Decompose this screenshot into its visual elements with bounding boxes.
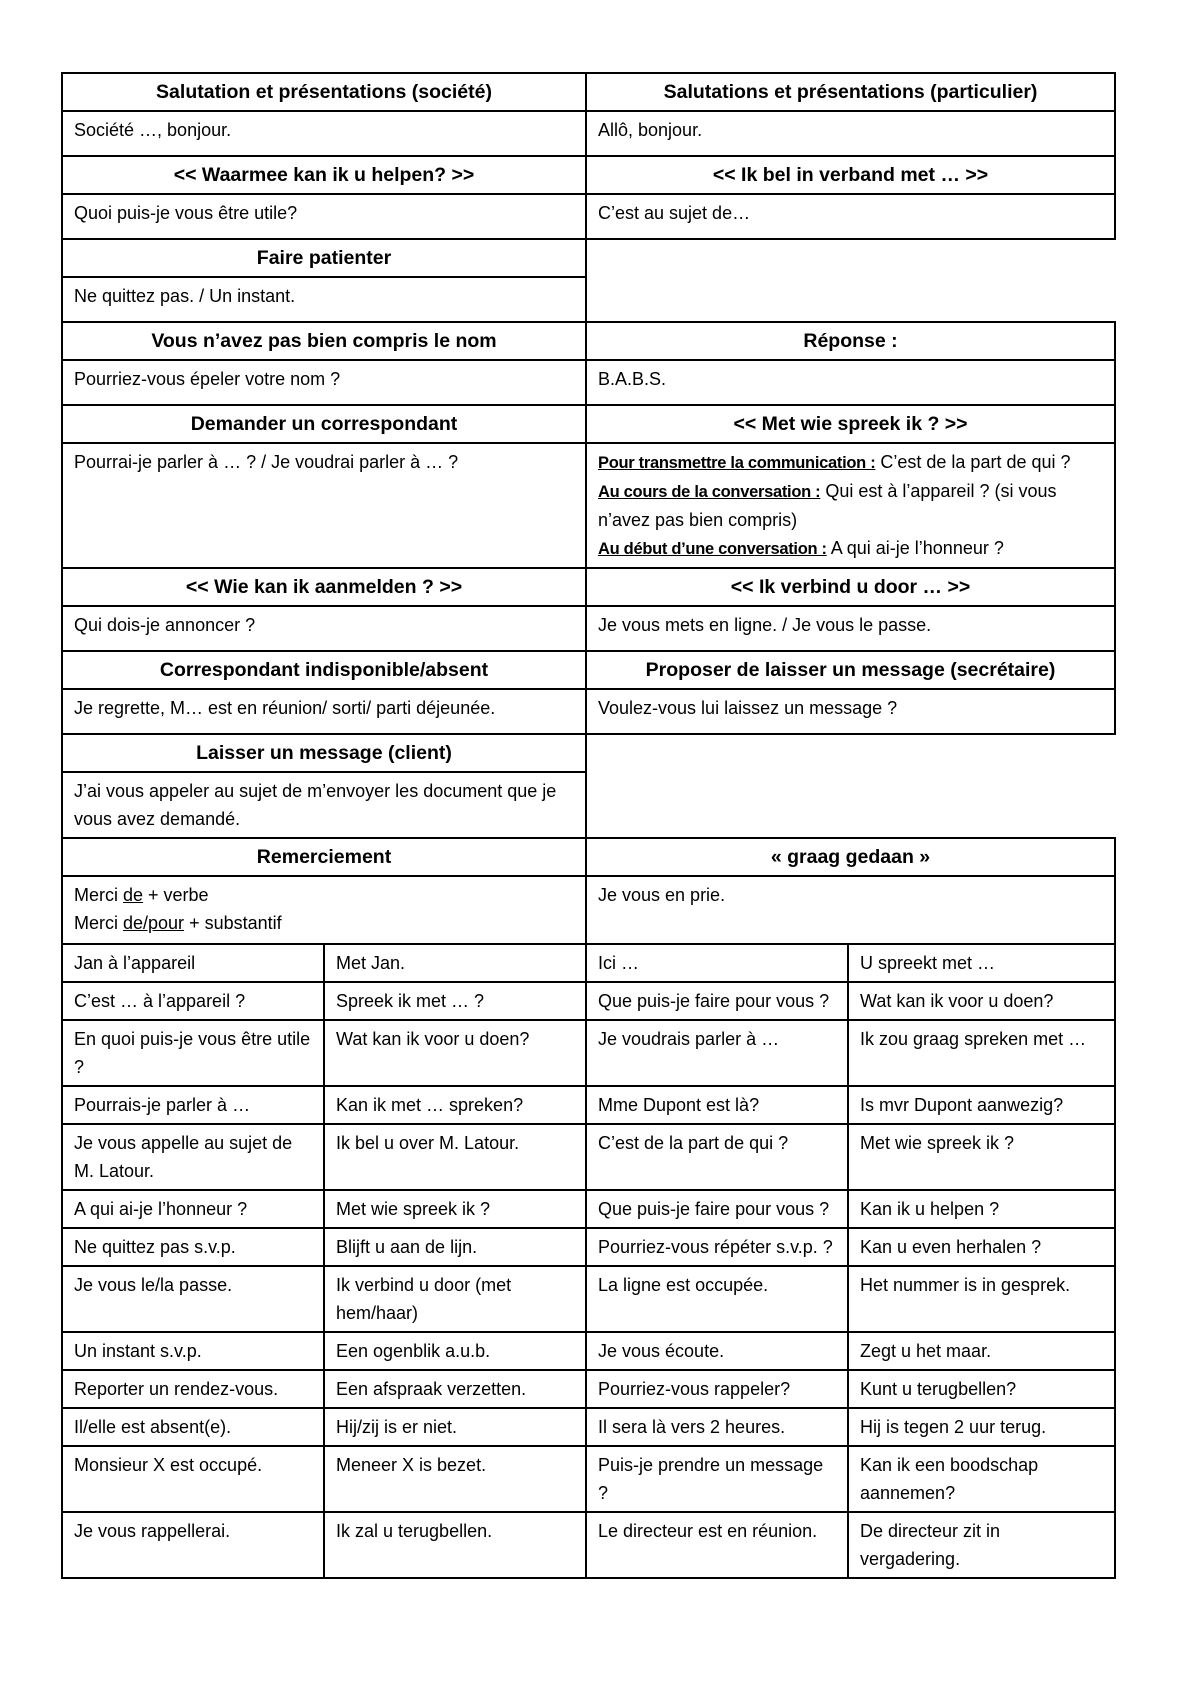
- text-graag-gedaan: Je vous en prie.: [586, 876, 1115, 944]
- table-row: [62, 1446, 1115, 1512]
- heading-faire-patienter: Faire patienter: [62, 239, 586, 277]
- text-faire-patienter: Ne quittez pas. / Un instant.: [62, 277, 586, 322]
- phrase-cell: Hij is tegen 2 uur terug.: [848, 1408, 1115, 1446]
- phrase-cell: Que puis-je faire pour vous ?: [586, 982, 848, 1020]
- met-wie-line-1: [598, 448, 1104, 477]
- heading-graag-gedaan: « graag gedaan »: [586, 838, 1115, 876]
- heading-salutation-particulier: Salutations et présentations (particulier): [586, 73, 1115, 111]
- table-row: [62, 1124, 1115, 1190]
- table-row: [62, 982, 1115, 1020]
- text-transmettre: C’est de la part de qui ?: [875, 452, 1071, 472]
- merci-1: Merci: [74, 885, 123, 905]
- heading-proposer-message: Proposer de laisser un message (secrétaire): [586, 651, 1115, 689]
- phrase-cell: Ik zou graag spreken met …: [848, 1020, 1115, 1086]
- phrase-cell: Een ogenblik a.u.b.: [324, 1332, 586, 1370]
- phrase-cell: Pourriez-vous rappeler?: [586, 1370, 848, 1408]
- phrase-cell: C’est … à l’appareil ?: [62, 982, 324, 1020]
- phrase-sheet: [61, 72, 1114, 1579]
- heading-nom: Vous n’avez pas bien compris le nom: [62, 322, 586, 360]
- text-demander-correspondant: Pourrai-je parler à … ? / Je voudrai parler à … ?: [62, 443, 586, 568]
- phrase-cell: Wat kan ik voor u doen?: [848, 982, 1115, 1020]
- phrase-cell: Zegt u het maar.: [848, 1332, 1115, 1370]
- phrase-cell: Monsieur X est occupé.: [62, 1446, 324, 1512]
- remerciement-line-1: [74, 881, 575, 909]
- text-au-cours: Qui est à l’appareil ? (si vous n’avez pas bien compris): [598, 481, 1057, 530]
- merci-de: de: [123, 885, 144, 905]
- merci-2: Merci: [74, 913, 123, 933]
- phrase-cell: Hij/zij is er niet.: [324, 1408, 586, 1446]
- phrase-cell: Pourrais-je parler à …: [62, 1086, 324, 1124]
- text-waarmee: Quoi puis-je vous être utile?: [62, 194, 586, 239]
- text-reponse: B.A.B.S.: [586, 360, 1115, 405]
- phrase-cell: Meneer X is bezet.: [324, 1446, 586, 1512]
- phrase-cell: Je vous appelle au sujet de M. Latour.: [62, 1124, 324, 1190]
- merci-verbe: + verbe: [143, 885, 209, 905]
- phrase-cell: Il sera là vers 2 heures.: [586, 1408, 848, 1446]
- label-transmettre: Pour transmettre la communication :: [598, 454, 876, 472]
- phrase-cell: Je vous écoute.: [586, 1332, 848, 1370]
- heading-reponse: Réponse :: [586, 322, 1115, 360]
- phrase-rows: [62, 944, 1115, 1578]
- phrase-cell: A qui ai-je l’honneur ?: [62, 1190, 324, 1228]
- text-remerciement: [62, 876, 586, 944]
- text-salutation-particulier: Allô, bonjour.: [586, 111, 1115, 156]
- phrase-cell: Is mvr Dupont aanwezig?: [848, 1086, 1115, 1124]
- phrase-cell: Met wie spreek ik ?: [848, 1124, 1115, 1190]
- text-nom: Pourriez-vous épeler votre nom ?: [62, 360, 586, 405]
- remerciement-line-2: [74, 909, 575, 937]
- phrase-cell: U spreekt met …: [848, 944, 1115, 982]
- text-salutation-societe: Société …, bonjour.: [62, 111, 586, 156]
- phrase-cell: Je voudrais parler à …: [586, 1020, 848, 1086]
- phrase-cell: Reporter un rendez-vous.: [62, 1370, 324, 1408]
- heading-ik-bel: << Ik bel in verband met … >>: [586, 156, 1115, 194]
- phrase-cell: Ik bel u over M. Latour.: [324, 1124, 586, 1190]
- met-wie-line-3: [598, 534, 1104, 563]
- phrase-cell: Kan u even herhalen ?: [848, 1228, 1115, 1266]
- phrase-cell: Ik verbind u door (met hem/haar): [324, 1266, 586, 1332]
- label-au-cours: Au cours de la conversation :: [598, 483, 821, 501]
- phrase-cell: Wat kan ik voor u doen?: [324, 1020, 586, 1086]
- phrase-cell: Met Jan.: [324, 944, 586, 982]
- table-row: [62, 944, 1115, 982]
- phrase-cell: Il/elle est absent(e).: [62, 1408, 324, 1446]
- table-row: [62, 1266, 1115, 1332]
- phrase-cell: Het nummer is in gesprek.: [848, 1266, 1115, 1332]
- phrase-cell: Mme Dupont est là?: [586, 1086, 848, 1124]
- text-ik-bel: C’est au sujet de…: [586, 194, 1115, 239]
- heading-demander-correspondant: Demander un correspondant: [62, 405, 586, 443]
- heading-waarmee: << Waarmee kan ik u helpen? >>: [62, 156, 586, 194]
- phrase-cell: Que puis-je faire pour vous ?: [586, 1190, 848, 1228]
- text-laisser-message: J’ai vous appeler au sujet de m’envoyer les document que je vous avez demandé.: [62, 772, 586, 838]
- heading-indisponible: Correspondant indisponible/absent: [62, 651, 586, 689]
- phrase-cell: Jan à l’appareil: [62, 944, 324, 982]
- table-row: [62, 1228, 1115, 1266]
- heading-remerciement: Remerciement: [62, 838, 586, 876]
- phrase-cell: Un instant s.v.p.: [62, 1332, 324, 1370]
- merci-de-pour: de/pour: [123, 913, 185, 933]
- phrase-cell: Kan ik met … spreken?: [324, 1086, 586, 1124]
- empty-cell: [586, 734, 1115, 838]
- phrase-table: [61, 72, 1116, 1579]
- phrase-cell: Ne quittez pas s.v.p.: [62, 1228, 324, 1266]
- heading-met-wie: << Met wie spreek ik ? >>: [586, 405, 1115, 443]
- phrase-cell: De directeur zit in vergadering.: [848, 1512, 1115, 1578]
- text-ik-verbind: Je vous mets en ligne. / Je vous le passe.: [586, 606, 1115, 651]
- phrase-cell: La ligne est occupée.: [586, 1266, 848, 1332]
- phrase-cell: Een afspraak verzetten.: [324, 1370, 586, 1408]
- merci-substantif: + substantif: [184, 913, 282, 933]
- phrase-cell: Le directeur est en réunion.: [586, 1512, 848, 1578]
- empty-cell: [586, 239, 1115, 322]
- phrase-cell: Met wie spreek ik ?: [324, 1190, 586, 1228]
- met-wie-line-2: [598, 477, 1104, 534]
- heading-ik-verbind: << Ik verbind u door … >>: [586, 568, 1115, 606]
- table-row: [62, 1020, 1115, 1086]
- text-proposer-message: Voulez-vous lui laissez un message ?: [586, 689, 1115, 734]
- table-row: [62, 1408, 1115, 1446]
- table-row: [62, 1370, 1115, 1408]
- phrase-cell: Blijft u aan de lijn.: [324, 1228, 586, 1266]
- table-row: [62, 1190, 1115, 1228]
- heading-laisser-message: Laisser un message (client): [62, 734, 586, 772]
- phrase-cell: Puis-je prendre un message ?: [586, 1446, 848, 1512]
- text-indisponible: Je regrette, M… est en réunion/ sorti/ parti déjeunée.: [62, 689, 586, 734]
- text-wie-aanmelden: Qui dois-je annoncer ?: [62, 606, 586, 651]
- text-au-debut: A qui ai-je l’honneur ?: [826, 538, 1004, 558]
- phrase-cell: C’est de la part de qui ?: [586, 1124, 848, 1190]
- phrase-cell: Kan ik een boodschap aannemen?: [848, 1446, 1115, 1512]
- phrase-cell: Kan ik u helpen ?: [848, 1190, 1115, 1228]
- table-row: [62, 1512, 1115, 1578]
- phrase-cell: En quoi puis-je vous être utile ?: [62, 1020, 324, 1086]
- table-row: [62, 1086, 1115, 1124]
- heading-salutation-societe: Salutation et présentations (société): [62, 73, 586, 111]
- table-row: [62, 1332, 1115, 1370]
- text-met-wie: [586, 443, 1115, 568]
- phrase-cell: Je vous rappellerai.: [62, 1512, 324, 1578]
- phrase-cell: Kunt u terugbellen?: [848, 1370, 1115, 1408]
- phrase-cell: Je vous le/la passe.: [62, 1266, 324, 1332]
- phrase-cell: Spreek ik met … ?: [324, 982, 586, 1020]
- label-au-debut: Au début d’une conversation :: [598, 540, 827, 558]
- heading-wie-aanmelden: << Wie kan ik aanmelden ? >>: [62, 568, 586, 606]
- phrase-cell: Pourriez-vous répéter s.v.p. ?: [586, 1228, 848, 1266]
- phrase-cell: Ici …: [586, 944, 848, 982]
- phrase-cell: Ik zal u terugbellen.: [324, 1512, 586, 1578]
